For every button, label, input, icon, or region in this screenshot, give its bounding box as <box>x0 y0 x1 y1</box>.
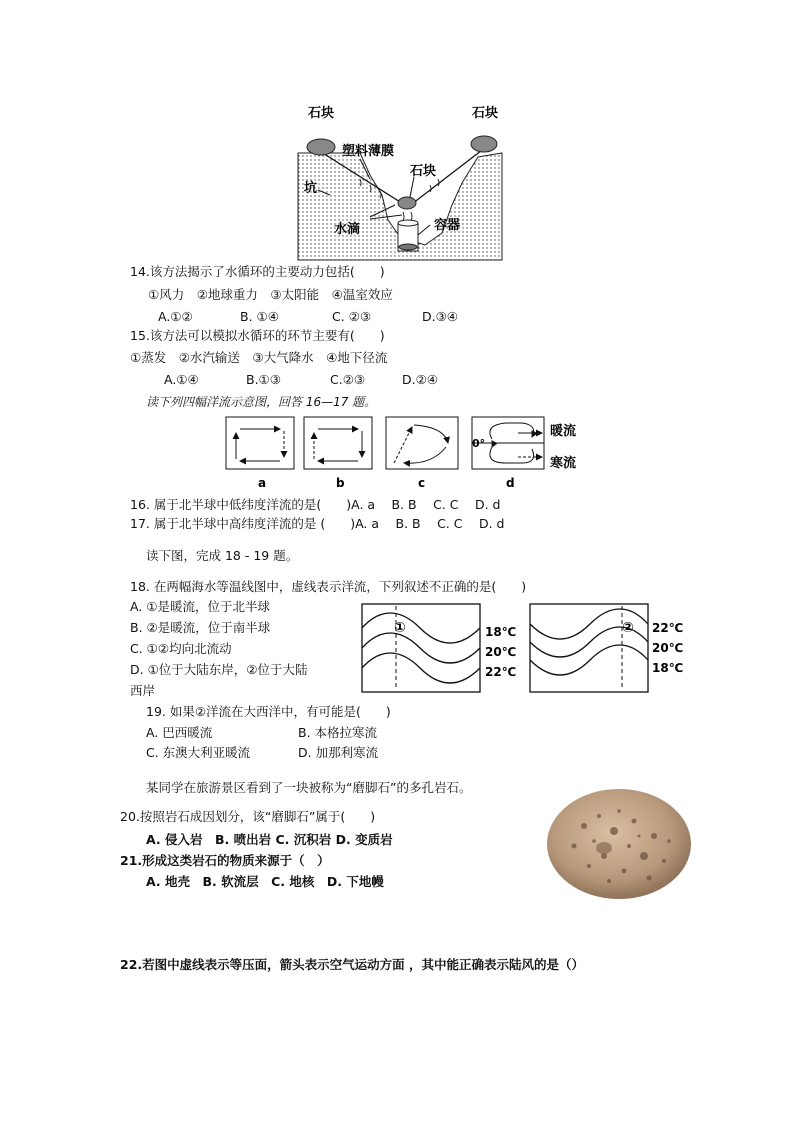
q15-option-b: B.①③ <box>246 372 281 387</box>
diagram-b <box>304 417 372 469</box>
stone-right-label: 石块 <box>472 106 499 121</box>
stone-left-label: 石块 <box>308 106 335 121</box>
intro-20-21: 某同学在旅游景区看到了一块被称为“磨脚石”的多孔岩石。 <box>146 780 472 795</box>
isotherm-right-temp-1: 22℃ <box>652 621 684 635</box>
q14-option-d: D.③④ <box>422 309 459 324</box>
q18-option-d-cont: 西岸 <box>130 683 156 698</box>
pit-label: 坑 <box>304 181 318 196</box>
q18-stem: 18. 在两幅海水等温线图中，虚线表示洋流，下列叙述不正确的是( ) <box>130 579 527 594</box>
stone-center-shape <box>398 197 416 209</box>
q19-option-a: A. 巴西暖流 <box>146 725 213 740</box>
q20-options: A. 侵入岩 B. 喷出岩 C. 沉积岩 D. 变质岩 <box>146 832 393 847</box>
diagram-b-label: b <box>336 476 345 490</box>
diagram-c <box>386 417 458 469</box>
legend-warm: 暖流 <box>550 424 577 439</box>
film-label: 塑料薄膜 <box>342 144 395 159</box>
isotherm-left <box>362 604 480 692</box>
q14-option-c: C. ②③ <box>332 309 372 324</box>
container-shape <box>398 220 418 251</box>
diagram-c-label: c <box>418 476 426 490</box>
ocean-current-diagrams <box>222 413 594 497</box>
q18-option-b: B. ②是暖流，位于南半球 <box>130 620 271 635</box>
diagram-a-label: a <box>258 476 267 490</box>
stone-right-shape <box>471 136 497 152</box>
q14-stem: 14.该方法揭示了水循环的主要动力包括( ) <box>130 264 385 279</box>
intro-16-17: 读下列四幅洋流示意图，回答 16—17 题。 <box>146 395 377 409</box>
q18-option-a: A. ①是暖流，位于北半球 <box>130 599 270 614</box>
q19-option-d: D. 加那利寒流 <box>298 745 379 760</box>
q20-stem: 20.按照岩石成因划分，该“磨脚石”属于( ) <box>120 809 376 824</box>
isotherm-left-temp-2: 20℃ <box>485 645 517 659</box>
q14-items: ①风力 ②地球重力 ③太阳能 ④温室效应 <box>148 287 393 302</box>
stone-left-shape <box>307 139 335 155</box>
drops-label: 水滴 <box>334 222 361 237</box>
q15-option-d: D.②④ <box>402 372 439 387</box>
water-cycle-experiment-figure <box>290 95 510 265</box>
isotherm-left-temp-3: 22℃ <box>485 665 517 679</box>
zero-degree-label: 0° <box>472 437 486 450</box>
q15-option-c: C.②③ <box>330 372 366 387</box>
q18-option-d: D. ①位于大陆东岸，②位于大陆 <box>130 662 308 677</box>
q19-option-b: B. 本格拉寒流 <box>298 725 378 740</box>
isotherm-left-temp-1: 18℃ <box>485 625 517 639</box>
q15-option-a: A.①④ <box>164 372 199 387</box>
q16: 16. 属于北半球中低纬度洋流的是( )A. a B. B C. C D. d <box>130 497 501 512</box>
q14-option-b: B. ①④ <box>240 309 279 324</box>
pumice-stone-image <box>544 786 694 902</box>
q21-options: A. 地壳 B. 软流层 C. 地核 D. 下地幔 <box>146 874 384 889</box>
q19-option-c: C. 东澳大利亚暖流 <box>146 745 251 760</box>
isotherm-right <box>530 604 648 692</box>
isotherm-right-mark: ② <box>622 620 634 636</box>
isotherm-left-mark: ① <box>394 620 406 636</box>
q15-stem: 15.该方法可以模拟水循环的环节主要有( ) <box>130 328 385 343</box>
q21-stem: 21.形成这类岩石的物质来源于（ ） <box>120 853 330 868</box>
intro-18-19: 读下图，完成 18 - 19 题。 <box>146 548 299 563</box>
isotherm-diagrams <box>360 602 690 702</box>
container-label: 容器 <box>434 218 461 233</box>
diagram-d-label: d <box>506 476 515 490</box>
isotherm-right-temp-2: 20℃ <box>652 641 684 655</box>
q15-items: ①蒸发 ②水汽输送 ③大气降水 ④地下径流 <box>130 350 388 365</box>
q17: 17. 属于北半球中高纬度洋流的是 ( )A. a B. B C. C D. d <box>130 516 505 531</box>
legend-cold: 寒流 <box>550 456 577 471</box>
q14-option-a: A.①② <box>158 309 193 324</box>
diagram-a <box>226 417 294 469</box>
q19-stem: 19. 如果②洋流在大西洋中，有可能是( ) <box>146 704 391 719</box>
isotherm-right-temp-3: 18℃ <box>652 661 684 675</box>
stone-center-label: 石块 <box>410 164 437 179</box>
q22-stem: 22.若图中虚线表示等压面，箭头表示空气运动方面 ，其中能正确表示陆风的是（） <box>120 957 584 972</box>
q18-option-c: C. ①②均向北流动 <box>130 641 232 656</box>
